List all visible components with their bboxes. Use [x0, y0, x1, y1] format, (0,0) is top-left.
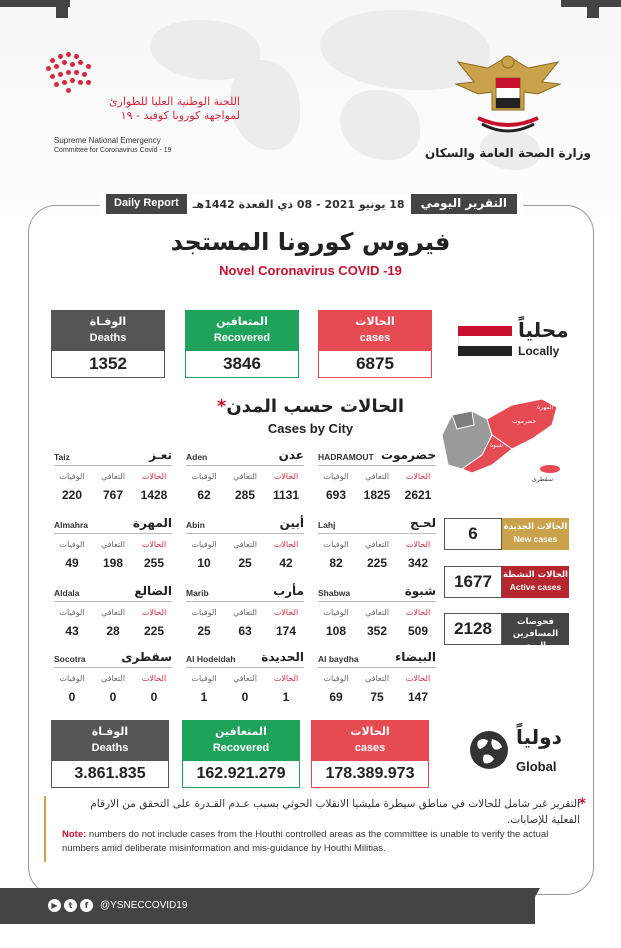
global-recovered-box: المتعافين Recovered 162.921.279	[182, 720, 300, 788]
city-name-ar: شبوة	[404, 584, 436, 598]
city-recovered: 198	[102, 556, 124, 570]
social-links	[48, 899, 187, 912]
city-values	[186, 624, 304, 638]
city-column-labels: الوفيات التعافي الحالات	[191, 608, 299, 617]
city-name-ar: عدن	[278, 448, 304, 462]
note-en: Note: numbers do not include cases from the Houthi controlled areas as the committee is unable to verify the actual numbers amid deliberate misinformation and mis-guidance by Houthi Militias.	[62, 829, 549, 854]
footer	[0, 888, 621, 948]
global-section	[468, 725, 578, 785]
city-values	[54, 488, 172, 502]
city-column-labels: الوفيات التعافي الحالات	[323, 540, 431, 549]
committee-name-ar: اللجنة الوطنية العليا للطوارئ لمواجهة كورونا كوفيد - ١٩	[109, 95, 240, 122]
city-name-en: Lahj	[318, 520, 336, 530]
locally-label-ar: محلياً	[518, 318, 569, 342]
global-deaths-value: 3.861.835	[51, 760, 169, 788]
title-en: Novel Coronavirus COVID -19	[219, 263, 402, 278]
city-name-en: Aden	[186, 452, 208, 462]
local-deaths-value: 1352	[51, 350, 165, 378]
global-deaths-box: الوفـاة Deaths 3.861.835	[51, 720, 169, 788]
facebook-icon[interactable]: f	[80, 899, 93, 912]
eagle-emblem-icon	[448, 48, 568, 136]
city-card	[318, 586, 436, 646]
cities-title-en: Cases by City	[267, 421, 354, 436]
city-cases: 225	[143, 624, 165, 638]
city-recovered: 25	[238, 556, 252, 570]
city-name-ar: تعـز	[149, 448, 172, 462]
city-card	[318, 518, 436, 578]
new-cases-value: 6	[444, 518, 502, 550]
city-card	[54, 518, 172, 578]
local-recovered-box: المتعافين Recovered 3846	[185, 310, 299, 378]
city-values	[54, 556, 172, 570]
pcr-box: 2128 فحوصات المسافرين اليوم PCR	[444, 613, 569, 645]
city-recovered: 352	[366, 624, 388, 638]
city-deaths: 82	[329, 556, 343, 570]
global-cases-box: الحالات cases 178.389.973	[311, 720, 429, 788]
city-cases: 342	[407, 556, 429, 570]
city-name-ar: أبين	[279, 516, 304, 530]
city-column-labels: الوفيات التعافي الحالات	[323, 608, 431, 617]
city-card	[54, 586, 172, 646]
cities-title-ar: الحالات حسب المدن*	[216, 396, 405, 417]
city-column-labels: الوفيات التعافي الحالات	[59, 540, 167, 549]
ministry-logo	[423, 48, 593, 160]
city-name-ar: البيضاء	[395, 650, 436, 664]
global-label-en: Global	[516, 759, 557, 774]
city-name-ar: المهرة	[132, 516, 172, 530]
city-recovered: 0	[109, 690, 117, 704]
pcr-value: 2128	[444, 613, 502, 645]
city-deaths: 108	[325, 624, 347, 638]
city-values	[318, 488, 436, 502]
svg-text:المهرة: المهرة	[537, 404, 554, 411]
svg-text:شبوة: شبوة	[490, 442, 504, 449]
city-values	[186, 556, 304, 570]
youtube-icon[interactable]: ▶	[48, 899, 61, 912]
city-recovered: 75	[370, 690, 384, 704]
report-header	[100, 193, 523, 215]
city-cases: 1428	[140, 488, 168, 502]
city-name-en: Aldala	[54, 588, 80, 598]
city-name-en: Shabwa	[318, 588, 351, 598]
city-cases: 1131	[272, 488, 300, 502]
report-date: 18 يونيو 2021 - 08 ذي القعدة 1442هـ	[192, 197, 405, 211]
city-name-en: Almahra	[54, 520, 89, 530]
local-deaths-box: الوفـاة Deaths 1352	[51, 310, 165, 378]
city-deaths: 69	[329, 690, 343, 704]
note-section	[44, 796, 586, 862]
city-card	[186, 450, 304, 510]
city-deaths: 220	[61, 488, 83, 502]
global-recovered-value: 162.921.279	[182, 760, 300, 788]
city-values	[186, 488, 304, 502]
city-deaths: 25	[197, 624, 211, 638]
city-name-en: Abin	[186, 520, 205, 530]
city-values	[54, 624, 172, 638]
city-cases: 509	[407, 624, 429, 638]
new-cases-box: 6 الحالات الجديدة New cases	[444, 518, 569, 550]
city-values	[318, 690, 436, 704]
city-column-labels: الوفيات التعافي الحالات	[191, 674, 299, 683]
local-cases-value: 6875	[318, 350, 432, 378]
local-recovered-value: 3846	[185, 350, 299, 378]
city-cases: 147	[407, 690, 429, 704]
city-card	[318, 450, 436, 510]
city-name-en: Taiz	[54, 452, 70, 462]
daily-report-label-ar: التقرير اليومي	[411, 194, 517, 214]
city-column-labels: الوفيات التعافي الحالات	[59, 472, 167, 481]
svg-text:سقطرى: سقطرى	[532, 476, 553, 483]
city-recovered: 225	[366, 556, 388, 570]
active-cases-value: 1677	[444, 566, 502, 598]
twitter-icon[interactable]: t	[64, 899, 77, 912]
city-name-ar: لحـج	[410, 516, 436, 530]
city-column-labels: الوفيات التعافي الحالات	[59, 674, 167, 683]
svg-text:حضرموت: حضرموت	[512, 418, 537, 425]
global-label-ar: دولياً	[516, 725, 562, 749]
city-column-labels: الوفيات التعافي الحالات	[323, 472, 431, 481]
city-recovered: 285	[234, 488, 256, 502]
city-name-ar: حضرموت	[381, 448, 436, 462]
yemen-flag-icon	[458, 326, 512, 356]
city-name-ar: سقطرى	[121, 650, 172, 664]
city-card	[318, 652, 436, 712]
global-cases-value: 178.389.973	[311, 760, 429, 788]
city-cases: 174	[275, 624, 297, 638]
city-recovered: 1825	[363, 488, 391, 502]
locally-label-en: Locally	[518, 344, 560, 358]
committee-logo-dots	[40, 50, 100, 100]
city-column-labels: الوفيات التعافي الحالات	[59, 608, 167, 617]
daily-report-label: Daily Report	[106, 194, 187, 214]
city-deaths: 693	[325, 488, 347, 502]
city-cases: 2621	[404, 488, 432, 502]
city-card	[186, 518, 304, 578]
city-cases: 1	[282, 690, 290, 704]
city-name-ar: الضالع	[134, 584, 172, 598]
title-ar: فيروس كورونا المستجد	[170, 228, 451, 256]
city-deaths: 10	[197, 556, 211, 570]
note-ar: التقرير غير شامل للحالات في مناطق سيطرة مليشيا الانقلاب الحوثي بسبب عـدم القـدرة على التحقق من الارقام الفعلية للإصابات.	[90, 798, 580, 826]
city-name-en: Socotra	[54, 654, 86, 664]
note-star-icon: *	[578, 796, 586, 812]
city-name-en: Marib	[186, 588, 209, 598]
ministry-name: وزارة الصحة العامة والسكان	[425, 146, 591, 160]
city-column-labels: الوفيات التعافي الحالات	[323, 674, 431, 683]
city-name-en: HADRAMOUT	[318, 452, 374, 462]
city-card	[54, 652, 172, 712]
city-deaths: 62	[197, 488, 211, 502]
city-deaths: 1	[200, 690, 208, 704]
city-recovered: 63	[238, 624, 252, 638]
city-deaths: 0	[68, 690, 76, 704]
city-card	[186, 586, 304, 646]
city-name-ar: الحديدة	[261, 650, 304, 664]
globe-icon	[468, 729, 510, 771]
city-card	[186, 652, 304, 712]
yemen-map-icon	[432, 395, 572, 485]
city-cases: 42	[279, 556, 293, 570]
city-name-en: Al Hodeidah	[186, 654, 236, 664]
city-recovered: 0	[241, 690, 249, 704]
city-column-labels: الوفيات التعافي الحالات	[191, 540, 299, 549]
city-cases: 255	[143, 556, 165, 570]
city-name-ar: مأرب	[273, 584, 304, 598]
active-cases-box: 1677 الحالات النشطة Active cases	[444, 566, 569, 598]
city-deaths: 43	[65, 624, 79, 638]
city-values	[318, 556, 436, 570]
local-cases-box: الحالات cases 6875	[318, 310, 432, 378]
city-values	[318, 624, 436, 638]
city-cases: 0	[150, 690, 158, 704]
city-deaths: 49	[65, 556, 79, 570]
city-column-labels: الوفيات التعافي الحالات	[191, 472, 299, 481]
city-values	[186, 690, 304, 704]
city-values	[54, 690, 172, 704]
city-recovered: 767	[102, 488, 124, 502]
city-recovered: 28	[106, 624, 120, 638]
social-handle[interactable]: @YSNECCOVID19	[100, 900, 188, 911]
city-card	[54, 450, 172, 510]
city-name-en: Al baydha	[318, 654, 359, 664]
committee-name-en: Supreme National Emergency Committee for Coronavirus Covid - 19	[54, 136, 172, 154]
